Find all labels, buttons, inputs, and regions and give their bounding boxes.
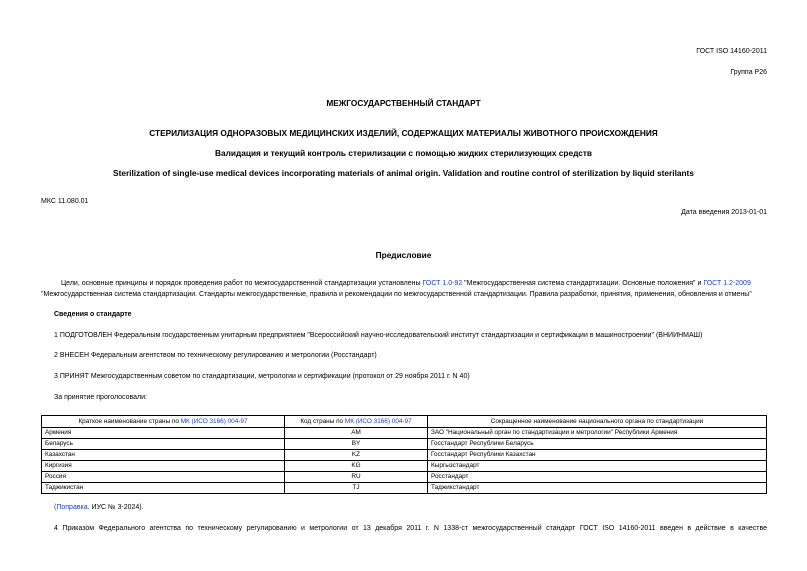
mks-code: МКС 11.080.01 bbox=[41, 198, 89, 205]
table-row bbox=[42, 461, 767, 472]
code-cell: TJ bbox=[285, 483, 428, 494]
preface-text-a: Цели, основные принципы и порядок проведения работ по межгосударственной стандартизации установлены bbox=[61, 280, 423, 287]
preface-text-b: "Межгосударственная система стандартизации. Основные положения" и bbox=[462, 280, 704, 287]
preface-paragraph-line2: "Межгосударственная система стандартизации. Стандарты межгосударственные, правила и рекомендации по межгосударственной стандартизации. Правила разработки, принятия, применения, обновления и отмены" bbox=[41, 291, 752, 298]
code-cell: KZ bbox=[285, 450, 428, 461]
item-1: 1 ПОДГОТОВЛЕН Федеральным государственным унитарным предприятием "Всероссийский научно-исследовательский институт стандартизации и сертификации в машиностроении" (ВНИИНМАШ) bbox=[54, 332, 703, 339]
gost-1-0-92-link[interactable]: ГОСТ 1.0-92 bbox=[422, 280, 463, 287]
title-ru: СТЕРИЛИЗАЦИЯ ОДНОРАЗОВЫХ МЕДИЦИНСКИХ ИЗДЕЛИЙ, СОДЕРЖАЩИХ МАТЕРИАЛЫ ЖИВОТНОГО ПРОИСХОЖДЕНИЯ bbox=[149, 128, 658, 138]
item-2: 2 ВНЕСЕН Федеральным агентством по техническому регулированию и метрологии (Росстандарт) bbox=[54, 352, 377, 359]
country-cell: Россия bbox=[42, 472, 285, 483]
org-cell: ЗАО "Национальный орган по стандартизации и метрологии" Республики Армения bbox=[428, 428, 767, 439]
code-cell: BY bbox=[285, 439, 428, 450]
table-header-row bbox=[42, 416, 767, 428]
country-cell: Таджикистан bbox=[42, 483, 285, 494]
code-cell: RU bbox=[285, 472, 428, 483]
org-cell: Госстандарт Республики Беларусь bbox=[428, 439, 767, 450]
column-header-code bbox=[285, 416, 428, 428]
mk-iso-3166-link[interactable]: МК (ИСО 3166) 004-97 bbox=[344, 417, 412, 425]
amendment-link[interactable]: (Поправка bbox=[54, 504, 88, 511]
table-row bbox=[42, 450, 767, 461]
table-row bbox=[42, 428, 767, 439]
column-header-org: Сокращенное наименование национального органа по стандартизации bbox=[428, 416, 767, 428]
doc-code: ГОСТ ISO 14160-2011 bbox=[696, 48, 767, 55]
item-4: 4 Приказом Федерального агентства по техническому регулированию и метрологии от 13 декабря 2011 г. N 1338-ст межгосударственный стандарт ГОСТ ISO 14160-2011 введен в действие в качестве bbox=[54, 525, 767, 532]
table-row bbox=[42, 483, 767, 494]
group-label: Группа Р26 bbox=[730, 69, 767, 76]
country-cell: Армения bbox=[42, 428, 285, 439]
code-cell: AM bbox=[285, 428, 428, 439]
title-en: Sterilization of single-use medical devices incorporating materials of animal origin. Validation and routine control of sterilization by liquid sterilants bbox=[113, 168, 694, 178]
code-cell: KG bbox=[285, 461, 428, 472]
voted-label: За принятие проголосовали: bbox=[54, 394, 147, 401]
table-row bbox=[42, 472, 767, 483]
org-cell: Таджикстандарт bbox=[428, 483, 767, 494]
country-cell: Беларусь bbox=[42, 439, 285, 450]
country-cell: Киргизия bbox=[42, 461, 285, 472]
info-heading: Сведения о стандарте bbox=[54, 311, 132, 318]
amendment-note bbox=[54, 504, 144, 511]
standard-type: МЕЖГОСУДАРСТВЕННЫЙ СТАНДАРТ bbox=[326, 98, 481, 108]
header-text: Краткое наименование страны по bbox=[78, 417, 181, 425]
voting-table bbox=[41, 415, 767, 494]
org-cell: Кыргызстандарт bbox=[428, 461, 767, 472]
table-row bbox=[42, 439, 767, 450]
item-3: 3 ПРИНЯТ Межгосударственным советом по стандартизации, метрологии и сертификации (протокол от 29 ноября 2011 г. N 40) bbox=[54, 373, 470, 380]
gost-1-2-2009-link[interactable]: ГОСТ 1.2-2009 bbox=[703, 280, 751, 287]
org-cell: Росстандарт bbox=[428, 472, 767, 483]
intro-date: Дата введения 2013-01-01 bbox=[681, 209, 767, 216]
mk-iso-3166-link[interactable]: МК (ИСО 3166) 004-97 bbox=[180, 417, 248, 425]
preface-paragraph-line1 bbox=[61, 280, 751, 287]
header-text: Код страны по bbox=[300, 417, 345, 425]
amendment-text: . ИУС № 3-2024). bbox=[87, 504, 144, 511]
column-header-country bbox=[42, 416, 285, 428]
country-cell: Казахстан bbox=[42, 450, 285, 461]
subtitle-ru: Валидация и текущий контроль стерилизации с помощью жидких стерилизующих средств bbox=[214, 148, 593, 158]
preface-heading: Предисловие bbox=[375, 250, 432, 260]
org-cell: Госстандарт Республики Казахстан bbox=[428, 450, 767, 461]
